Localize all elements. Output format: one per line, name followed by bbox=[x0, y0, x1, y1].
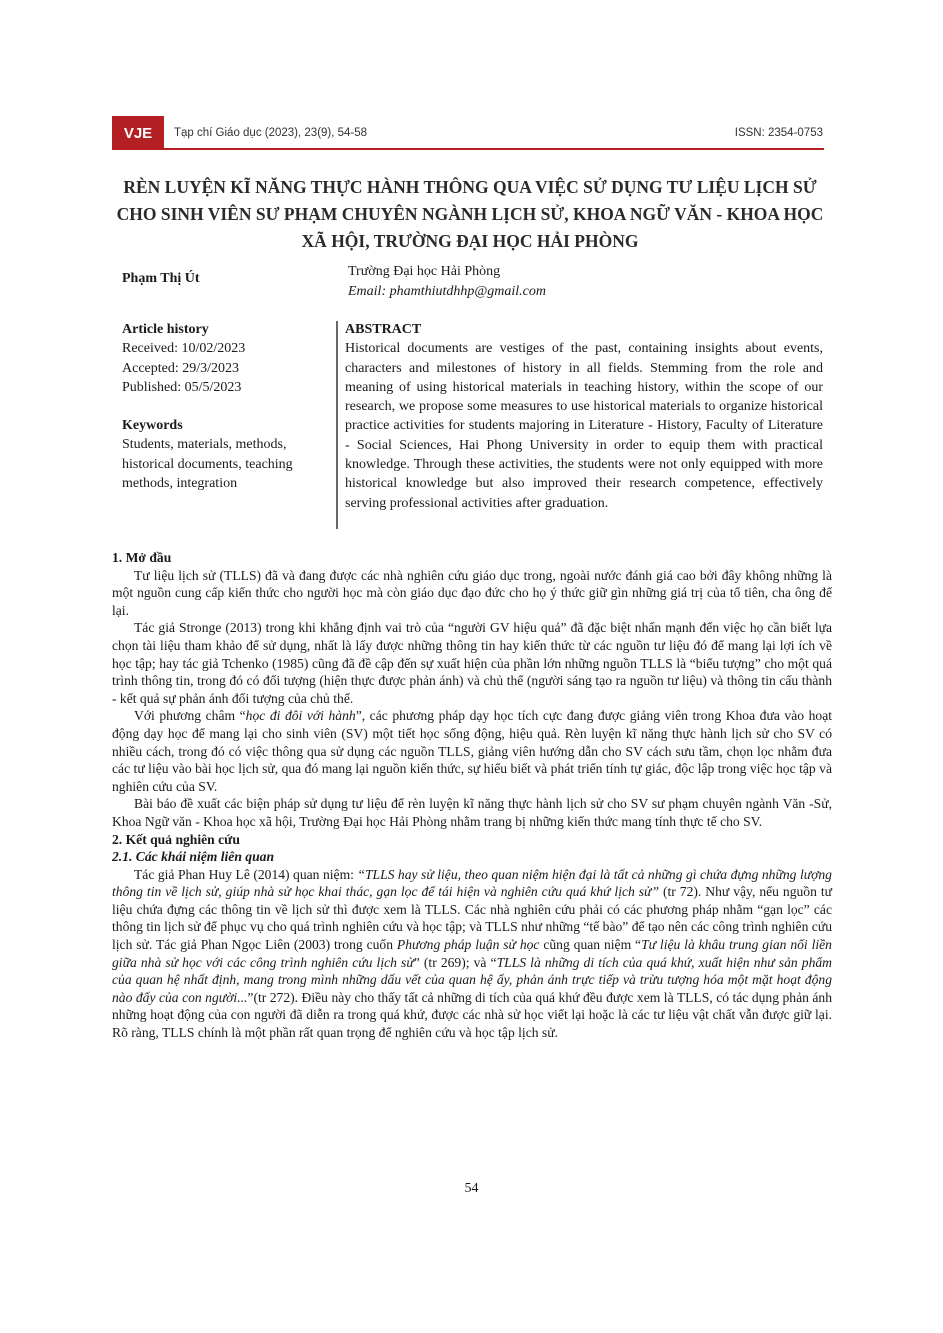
paragraph: Tác giả Stronge (2013) trong khi khẳng định vai trò của “người GV hiệu quả” đã đặc biệt nhấn mạnh đến việc họ cần biết lựa chọn tài liệu tham khảo để sử dụng, nhất là lấy được những thông tin hay kiến thức từ các nguồn tư liệu đó để mang lại lợi ích về học tập; hay tác giả Tchenko (1985) cũng đã đề cập đến sự xuất hiện của phần lớn những nguồn TLLS là “biểu tượng” cho một quá trình thông tin, trong đó có đối tượng (hiện thực được phản ánh) và chủ thể (người sáng tạo ra nguồn tư liệu) và thông tin cấu thành - kết quả sự phản ánh đối tượng của chủ thể. bbox=[112, 620, 832, 706]
article-history-heading: Article history bbox=[122, 322, 209, 337]
subsection-heading: 2.1. Các khái niệm liên quan bbox=[112, 849, 275, 865]
author-email: Email: phamthiutdhhp@gmail.com bbox=[348, 284, 546, 299]
abstract-divider bbox=[336, 321, 338, 529]
issn: ISSN: 2354-0753 bbox=[734, 127, 823, 139]
keywords-text: Students, materials, methods, historical documents, teaching methods, integration bbox=[122, 437, 293, 492]
affiliation: Trường Đại học Hải Phòng bbox=[348, 264, 501, 279]
published-date: Published: 05/5/2023 bbox=[122, 379, 242, 395]
paragraph: Bài báo đề xuất các biện pháp sử dụng tư liệu để rèn luyện kĩ năng thực hành lịch sử cho SV sư phạm chuyên ngành Văn -Sử, Khoa Ngữ văn - Khoa học xã hội, Trường Đại học Hải Phòng nhằm trang bị những kiến thức mang tính thực tế cho SV. bbox=[112, 796, 832, 829]
paragraph: Tư liệu lịch sử (TLLS) đã và đang được các nhà nghiên cứu giáo dục trong, ngoài nước đánh giá cao bởi đây không những là một nguồn cung cấp kiến thức cho người học mà còn giáo dục đạo đức cho họ ý thức giữ gìn những giá trị của tổ tiên, cha ông để lại. bbox=[112, 567, 832, 618]
paragraph: Với phương châm “học đi đôi với hành”, các phương pháp dạy học tích cực đang được giảng viên trong Khoa đưa vào hoạt động dạy học để mang lại cho sinh viên (SV) một tiết học sống động, hiệu quả. Rèn luyện kĩ năng thực hành lịch sử cho SV có nhiều cách, trong đó có việc thông qua sử dụng các nguồn TLLS, giảng viên hướng dẫn cho SV cách sưu tầm, chọn lọc nhằm đưa các tư liệu vào bài học lịch sử, qua đó mang lại nguồn kiến thức, sự hiểu biết và phát triển tính tự giác, độc lập trong việc học tập và nghiên cứu của SV. bbox=[112, 708, 833, 794]
received-date: Received: 10/02/2023 bbox=[122, 341, 246, 357]
section-heading: 2. Kết quả nghiên cứu bbox=[112, 831, 240, 847]
article-title: RÈN LUYỆN KĨ NĂNG THỰC HÀNH THÔNG QUA VIỆC SỬ DỤNG TƯ LIỆU LỊCH SỬ CHO SINH VIÊN SƯ PHẠM CHUYÊN NGÀNH LỊCH SỬ, KHOA NGỮ VĂN - KHOA HỌC XÃ HỘI, TRƯỜNG ĐẠI HỌC HẢI PHÒNG bbox=[116, 177, 824, 251]
author-affiliation-block bbox=[348, 262, 546, 302]
keywords-heading: Keywords bbox=[122, 418, 183, 434]
journal-badge: VJE bbox=[112, 116, 164, 150]
header-divider bbox=[112, 148, 824, 150]
abstract-text: Historical documents are vestiges of the past, containing insights about events, characters and milestones of history in all fields. Stemming from the role and meaning of using historical materials in teaching history, within the scope of our research, we propose some measures to use historical materials to organize historical practice activities for students majoring in Literature - History, Faculty of Literature - Social Sciences, Hai Phong University in order to equip them with practical knowledge. Through these activities, the students were not only equipped with more historical knowledge but also improved their research competence, effectively serving professional activities after graduation. bbox=[345, 341, 823, 511]
article-meta bbox=[122, 320, 327, 493]
article-body bbox=[112, 549, 832, 1042]
paragraph: Tác giả Phan Huy Lê (2014) quan niệm: “TLLS hay sử liệu, theo quan niệm hiện đại là tất cả những gì chứa đựng những lượng thông tin về lịch sử, giúp nhà sử học khai thác, gạn lọc để tái hiện và nghiên cứu quá khứ lịch sử” (tr 72). Như vậy, nếu nguồn tư liệu chứa đựng các thông tin về lịch sử thì được xem là TLLS. Các nhà nghiên cứu phải có các phương pháp nhằm “gạn lọc” các thông tin lịch sử để phục vụ cho quá trình nghiên cứu và học tập; và TLLS như những “tế bào” để tạo nên các công trình nghiên cứu lịch sử. Tác giả Phan Ngọc Liên (2003) trong cuốn Phương pháp luận sử học cũng quan niệm “Tư liệu là khâu trung gian nối liền giữa nhà sử học với các công trình nghiên cứu lịch sử” (tr 269); và “TLLS là những di tích của quá khứ, xuất hiện như sản phẩm của quan hệ nhất định, mang trong mình những dấu vết của quan hệ ấy, phản ánh trực tiếp và trừu tượng hóa một mặt hoạt động nào đấy của con người...”(tr 272). Điều này cho thấy tất cả những di tích của quá khứ đều được xem là TLLS, có tác dụng phản ánh những hoạt động của con người đã diễn ra trong quá khứ, được các nhà sử học viết lại hoặc là các tư liệu vật chất vẫn được giữ lại. Rõ ràng, TLLS chính là một phần rất quan trọng để nghiên cứu và học tập lịch sử. bbox=[112, 866, 833, 1041]
author-name: Phạm Thị Út bbox=[122, 271, 200, 286]
page-number: 54 bbox=[464, 1181, 479, 1196]
journal-citation: Tạp chí Giáo dục (2023), 23(9), 54-58 bbox=[174, 127, 368, 139]
accepted-date: Accepted: 29/3/2023 bbox=[122, 360, 240, 376]
abstract bbox=[345, 320, 823, 513]
abstract-heading: ABSTRACT bbox=[345, 322, 422, 337]
section-heading: 1. Mở đầu bbox=[112, 550, 172, 565]
